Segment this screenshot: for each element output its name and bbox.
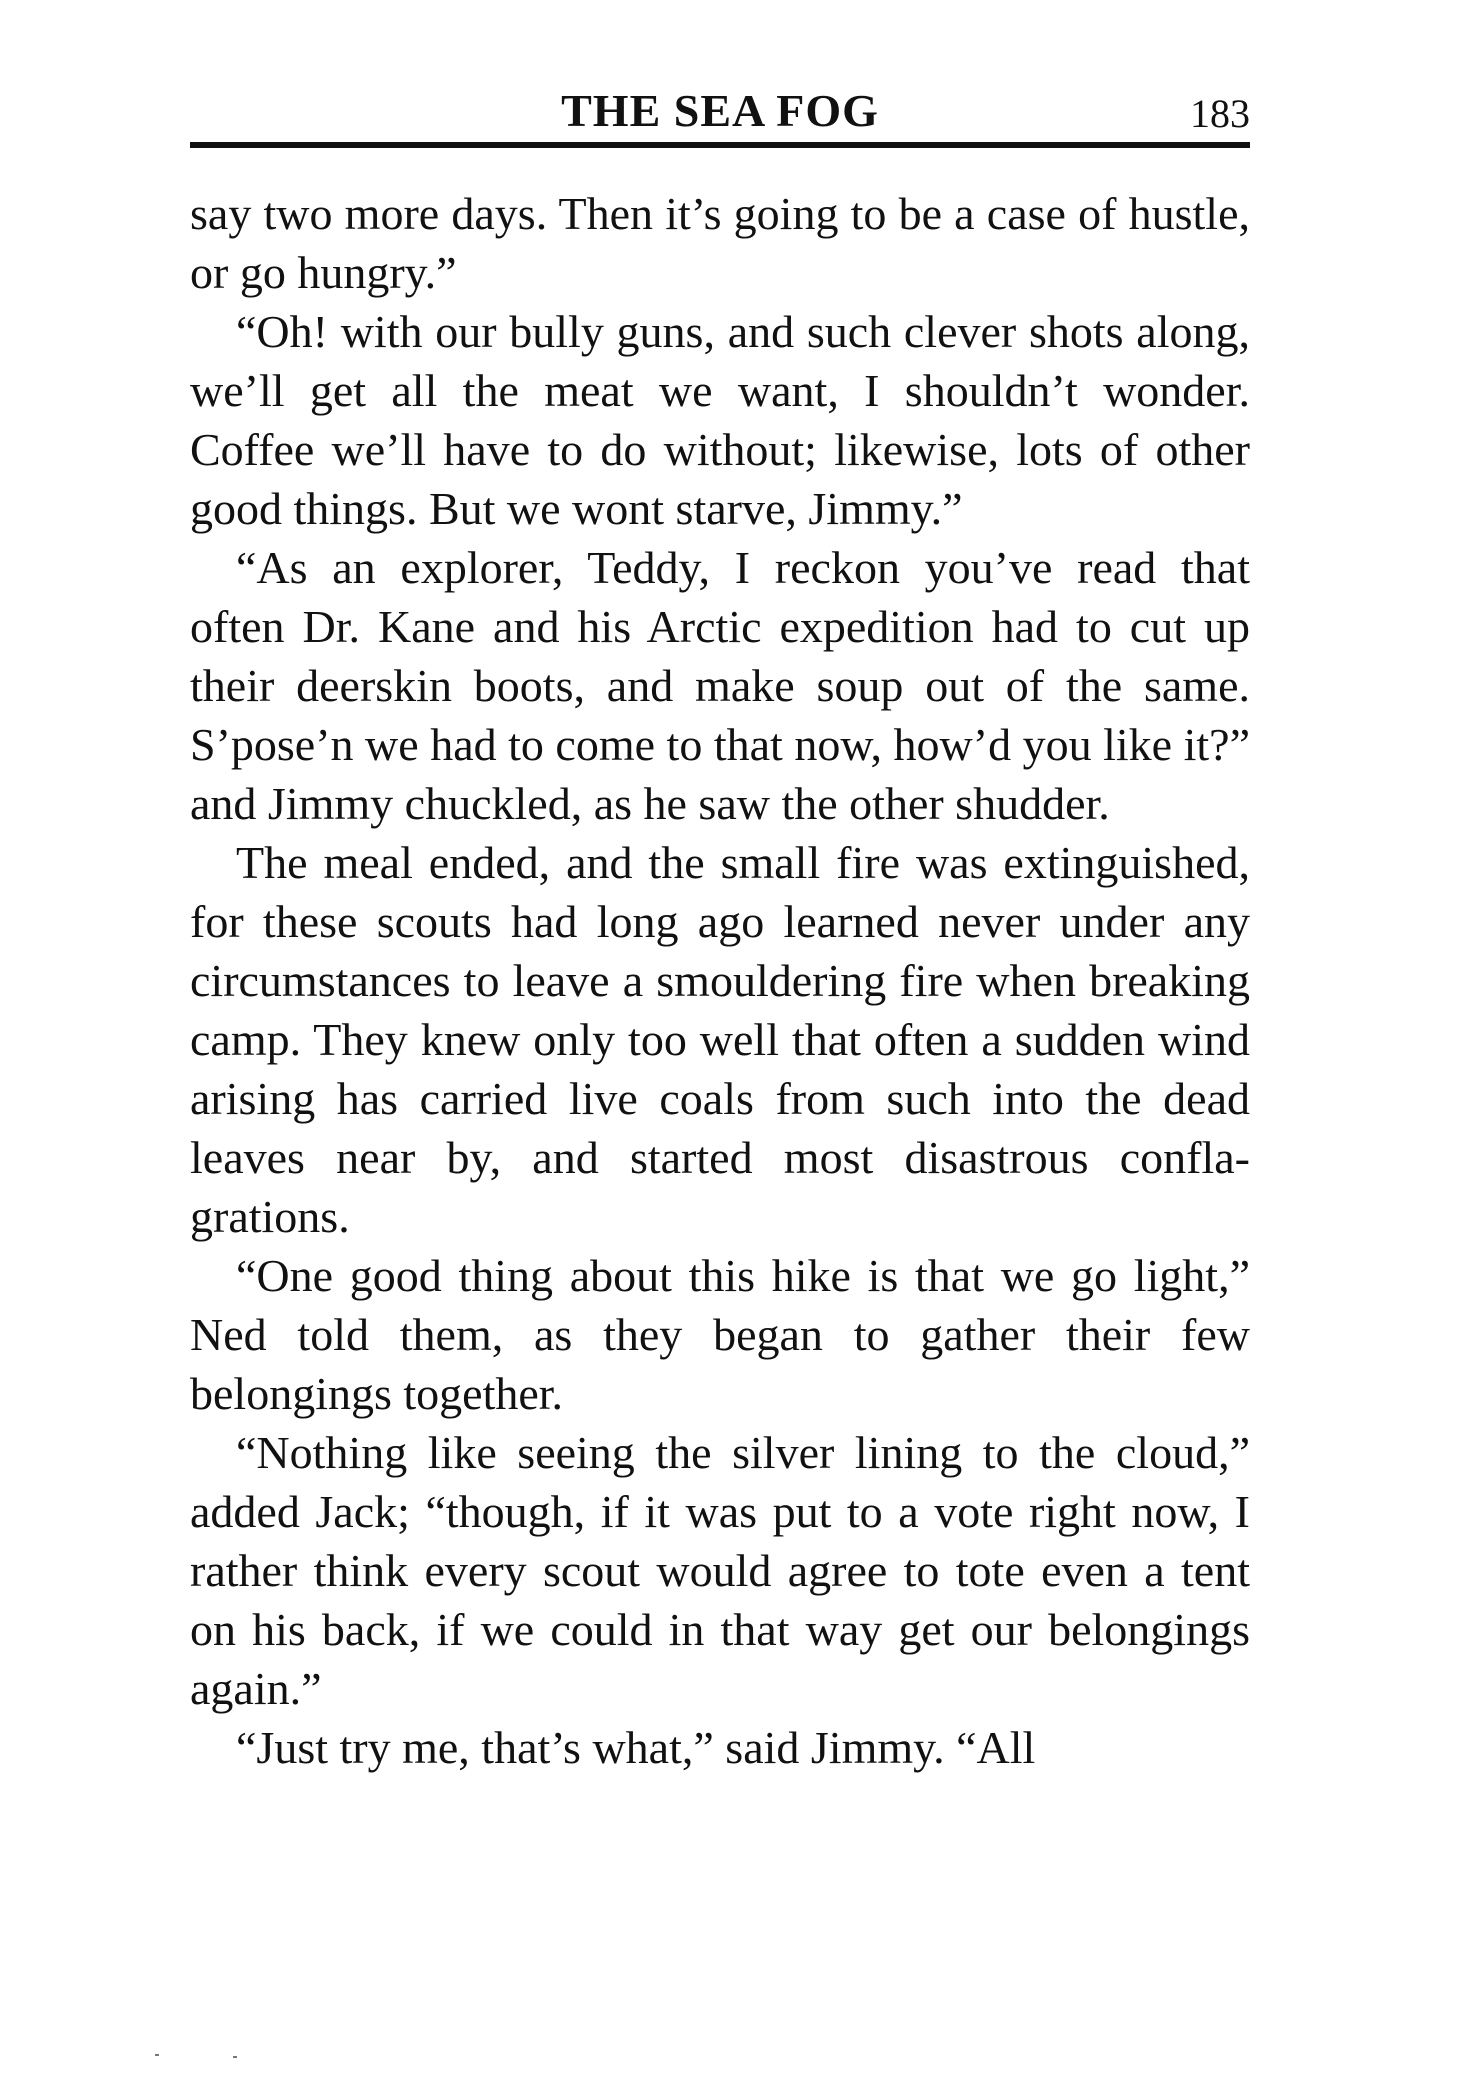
speck: [233, 2056, 237, 2058]
header-rule: [190, 142, 1250, 148]
speck: [155, 2054, 159, 2056]
paragraph: “One good thing about this hike is that we go light,” Ned told them, as they began to gather their few belongings together.: [190, 1250, 1250, 1419]
page-number: 183: [1190, 91, 1250, 136]
paragraph: “Nothing like seeing the silver lining to the cloud,” added Jack; “though, if it was put to a vote right now, I rather think every scout would agree to tote even a tent on his back, if we could in that way get our belongings again.”: [190, 1427, 1250, 1714]
print-specks: [155, 2050, 245, 2060]
paragraph: “Just try me, that’s what,” said Jimmy. “All: [236, 1722, 1036, 1773]
body-text: [190, 184, 1250, 1777]
paragraph: The meal ended, and the small fire was extinguished, for these scouts had long ago learned never under any circumstances to leave a smouldering fire when breaking camp. They knew only too well that often a sudden wind arising has carried live coals from such into the dead leaves near by, and started most disastrous conflagrations.: [190, 837, 1250, 1242]
paragraph: “As an explorer, Teddy, I reckon you’ve read that often Dr. Kane and his Arctic expedition had to cut up their deerskin boots, and make soup out of the same. S’pose’n we had to come to that now, how’d you like it?” and Jimmy chuckled, as he saw the other shudder.: [190, 542, 1250, 829]
running-head: [190, 80, 1250, 140]
paragraph: say two more days. Then it’s going to be a case of hustle, or go hungry.”: [190, 188, 1250, 298]
paragraph: “Oh! with our bully guns, and such clever shots along, we’ll get all the meat we want, I shouldn’t wonder. Coffee we’ll have to do without; likewise, lots of other good things. But we wont starve, Jimmy.”: [190, 306, 1250, 534]
running-title: THE SEA FOG: [561, 85, 879, 136]
